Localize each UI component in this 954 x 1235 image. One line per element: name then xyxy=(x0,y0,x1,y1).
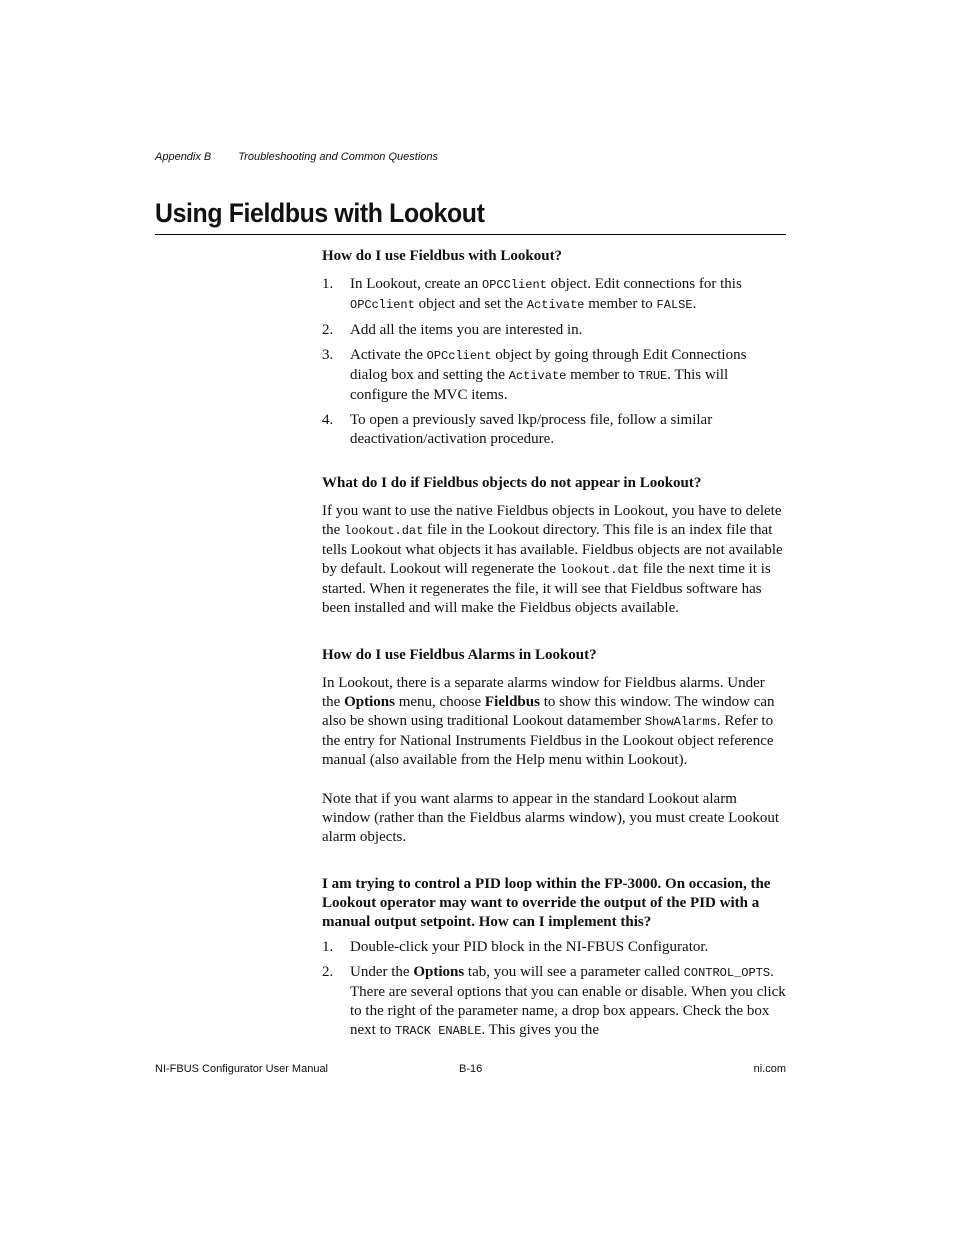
footer-manual-title: NI-FBUS Configurator User Manual xyxy=(155,1063,329,1075)
answer-fieldbus-alarms: In Lookout, there is a separate alarms window for Fieldbus alarms. Under the Options menu, choose Fieldbus to show this window. The window can also be shown using traditional Lookout datamember ShowAlarms. Refer to the entry for National Instruments Fieldbus in the Lookout object reference manual (also available from the Help menu within Lookout). xyxy=(322,675,775,768)
steps-list-1 xyxy=(322,275,786,449)
body-content xyxy=(322,247,786,1066)
footer-website: ni.com xyxy=(753,1063,786,1075)
list-item: 3. Activate the OPCclient object by going through Edit Connections dialog box and setting the Activate member to TRUE. This will configure the MVC items. xyxy=(322,347,747,403)
running-header xyxy=(155,151,438,163)
answer-objects-missing: If you want to use the native Fieldbus objects in Lookout, you have to delete the lookout.dat file in the Lookout directory. This file is an index file that tells Lookout what objects it has available. Fieldbus objects are not available by default. Lookout will regenerate the lookout.dat file the next time it is started. When it regenerates the file, it will see that Fieldbus software has been installed and will make the Fieldbus objects available. xyxy=(322,503,783,616)
list-item: 4. To open a previously saved lkp/process file, follow a similar deactivation/activation procedure. xyxy=(322,412,713,447)
footer-page-number: B-16 xyxy=(459,1063,483,1075)
question-fieldbus-lookout: How do I use Fieldbus with Lookout? xyxy=(322,248,563,264)
list-item: 1. Double-click your PID block in the NI-FBUS Configurator. xyxy=(322,939,709,955)
list-item: 2. Add all the items you are interested in. xyxy=(322,322,583,338)
section-title: Using Fieldbus with Lookout xyxy=(155,198,485,228)
header-section: Troubleshooting and Common Questions xyxy=(238,151,439,163)
question-pid-override: I am trying to control a PID loop within the FP-3000. On occasion, the Lookout operator may want to override the output of the PID with a manual output setpoint. How can I implement this? xyxy=(322,876,771,930)
alarm-note: Note that if you want alarms to appear in the standard Lookout alarm window (rather than the Fieldbus alarms window), you must create Lookout alarm objects. xyxy=(322,791,779,845)
header-chapter: Appendix B xyxy=(155,151,212,163)
list-item: 1. In Lookout, create an OPCClient object. Edit connections for this OPCclient object and set the Activate member to FALSE. xyxy=(322,276,742,312)
list-item: 2. Under the Options tab, you will see a parameter called CONTROL_OPTS. There are several options that you can enable or disable. When you click to the right of the parameter name, a drop box appears. Check the box next to TRACK ENABLE. This gives you the xyxy=(322,964,786,1038)
question-objects-missing: What do I do if Fieldbus objects do not appear in Lookout? xyxy=(322,475,702,491)
steps-list-2 xyxy=(322,938,786,1041)
question-fieldbus-alarms: How do I use Fieldbus Alarms in Lookout? xyxy=(322,647,597,663)
title-rule xyxy=(155,234,786,235)
